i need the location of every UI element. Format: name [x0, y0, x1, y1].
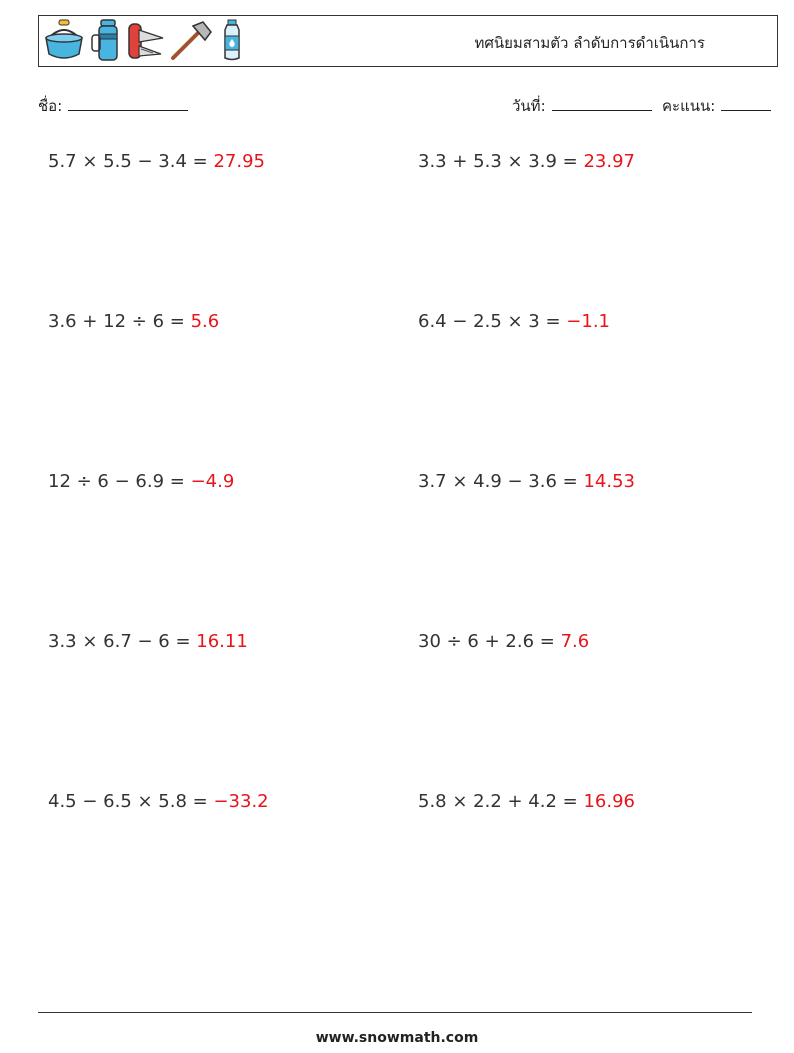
problem-expression: 6.4 − 2.5 × 3 = — [418, 311, 567, 332]
problem-expression: 30 ÷ 6 + 2.6 = — [418, 631, 561, 652]
icon-strip — [43, 19, 247, 65]
name-blank — [68, 96, 188, 111]
water-bottle-icon — [217, 18, 247, 66]
problem-4 — [418, 311, 610, 332]
problem-5 — [48, 471, 234, 492]
problem-expression: 3.6 + 12 ÷ 6 = — [48, 311, 191, 332]
problem-answer: 5.6 — [190, 311, 220, 332]
problem-8 — [418, 631, 589, 652]
problem-answer: 23.97 — [583, 151, 635, 172]
bucket-icon — [43, 18, 85, 66]
name-label: ชื่อ: — [38, 97, 63, 115]
problem-answer: −1.1 — [566, 311, 610, 332]
date-field — [512, 94, 652, 118]
worksheet-header — [38, 15, 778, 67]
score-label: คะแนน: — [662, 97, 716, 115]
problem-expression: 5.7 × 5.5 − 3.4 = — [48, 151, 214, 172]
problem-expression: 5.8 × 2.2 + 4.2 = — [418, 791, 584, 812]
name-field — [38, 94, 188, 118]
problem-answer: 7.6 — [560, 631, 590, 652]
problem-6 — [418, 471, 635, 492]
axe-icon — [169, 18, 213, 66]
problem-3 — [48, 311, 219, 332]
problem-expression: 12 ÷ 6 − 6.9 = — [48, 471, 191, 492]
problem-answer: −4.9 — [190, 471, 235, 492]
worksheet-title: ทศนิยมสามตัว ลำดับการดำเนินการ — [474, 34, 705, 52]
problem-answer: 16.11 — [196, 631, 248, 652]
date-label: วันที่: — [512, 97, 546, 115]
score-field — [662, 94, 771, 118]
problem-1 — [48, 151, 265, 172]
problem-answer: 16.96 — [583, 791, 635, 812]
problem-9 — [48, 791, 269, 812]
problem-10 — [418, 791, 635, 812]
score-blank — [721, 96, 771, 111]
problem-answer: −33.2 — [213, 791, 269, 812]
problem-answer: 27.95 — [213, 151, 265, 172]
footer-divider — [38, 1012, 752, 1013]
date-blank — [552, 96, 652, 111]
problem-2 — [418, 151, 635, 172]
problem-7 — [48, 631, 248, 652]
thermos-icon — [89, 18, 123, 66]
problem-expression: 4.5 − 6.5 × 5.8 = — [48, 791, 214, 812]
footer-url[interactable]: www.snowmath.com — [315, 1030, 479, 1046]
pocket-knife-icon — [127, 18, 165, 66]
problem-expression: 3.7 × 4.9 − 3.6 = — [418, 471, 584, 492]
problem-expression: 3.3 + 5.3 × 3.9 = — [418, 151, 584, 172]
problem-expression: 3.3 × 6.7 − 6 = — [48, 631, 197, 652]
problem-answer: 14.53 — [583, 471, 635, 492]
